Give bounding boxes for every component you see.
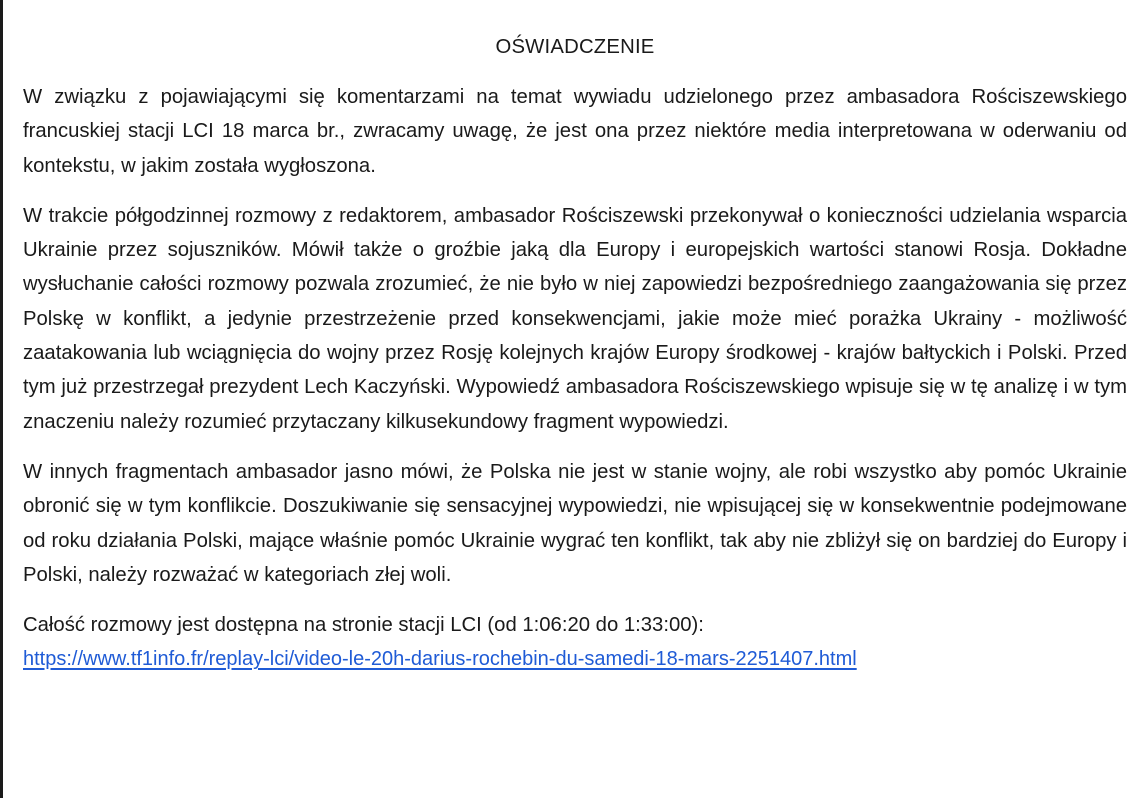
paragraph-2: W trakcie półgodzinnej rozmowy z redaktorem, ambasador Rościszewski przekonywał o konieczności udzielania wsparcia Ukrainie przez sojuszników. Mówił także o groźbie jaką dla Europy i europejskich wartości stanowi Rosja. Dokładne wysłuchanie całości rozmowy pozwala zrozumieć, że nie było w niej zapowiedzi bezpośredniego zaangażowania się przez Polskę w konflikt, a jedynie przestrzeżenie przed konsekwencjami, jakie może mieć porażka Ukrainy - możliwość zaatakowania lub wciągnięcia do wojny przez Rosję kolejnych krajów Europy środkowej - krajów bałtyckich i Polski. Przed tym już przestrzegał prezydent Lech Kaczyński. Wypowiedź ambasadora Rościszewskiego wpisuje się w tę analizę i w tym znaczeniu należy rozumieć przytaczany kilkusekundowy fragment wypowiedzi. xyxy=(23,204,1127,433)
document-body xyxy=(23,30,1127,677)
lci-video-link[interactable]: https://www.tf1info.fr/replay-lci/video-le-20h-darius-rochebin-du-samedi-18-mars-2251407.html xyxy=(23,648,857,671)
paragraph-1: W związku z pojawiającymi się komentarzami na temat wywiadu udzielonego przez ambasadora Rościszewskiego francuskiej stacji LCI 18 marca br., zwracamy uwagę, że jest ona przez niektóre media interpretowana w oderwaniu od kontekstu, w jakim została wygłoszona. xyxy=(23,86,1127,177)
paragraph-3: W innych fragmentach ambasador jasno mówi, że Polska nie jest w stanie wojny, ale robi wszystko aby pomóc Ukrainie obronić się w tym konflikcie. Doszukiwanie się sensacyjnej wypowiedzi, nie wpisującej się w konsekwentnie podejmowane od roku działania Polski, mające właśnie pomóc Ukrainie wygrać ten konflikt, tak aby nie zbliżył się on bardziej do Europy i Polski, należy rozważać w kategoriach złej woli. xyxy=(23,460,1127,586)
availability-note: Całość rozmowy jest dostępna na stronie stacji LCI (od 1:06:20 do 1:33:00): xyxy=(23,614,704,637)
link-line xyxy=(23,642,1127,676)
document-title: OŚWIADCZENIE xyxy=(495,36,655,58)
